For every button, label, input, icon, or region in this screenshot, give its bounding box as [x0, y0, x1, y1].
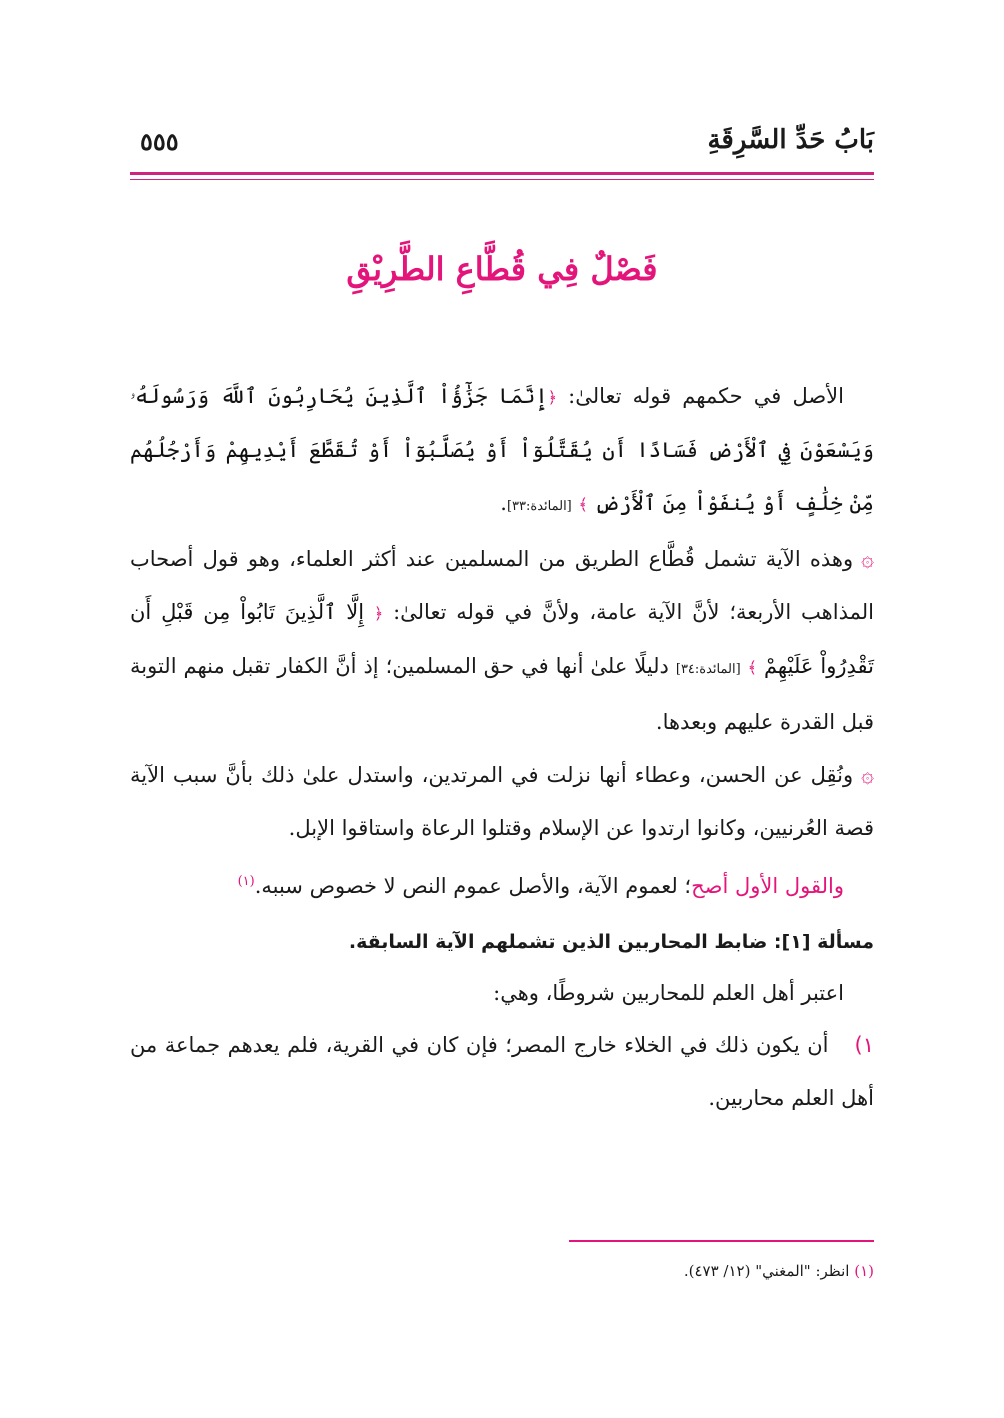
page-number: ٥٥٥ [140, 127, 179, 156]
paragraph-3 [130, 749, 874, 855]
verse-reference: [المائدة:٣٣] [506, 499, 572, 514]
paragraph-lead: الأصل في حكمهم قوله تعالىٰ: [557, 384, 844, 408]
verse-open-ornament: ﴿ [373, 604, 384, 623]
paragraph-2 [130, 533, 874, 749]
footnote [684, 1262, 874, 1280]
verse-close-ornament: ﴾ [747, 658, 757, 677]
quran-verse: إِنَّمَا جَزَٰٓؤُاْ ٱلَّذِينَ يُحَارِبُونَ ٱللَّهَ وَرَسُولَهُۥ وَيَسْعَوْنَ فِي ٱلْأَرْضِ فَسَادًا أَن يُقَتَّلُوٓاْ أَوْ يُصَلَّبُوٓاْ أَوْ تُقَطَّعَ أَيْدِيهِمْ وَأَرْجُلُهُم مِّنْ خِلَٰفٍ أَوْ يُنفَوْاْ مِنَ ٱلْأَرْضِ [130, 384, 874, 515]
list-number: ١) [854, 1033, 874, 1057]
body-text [130, 370, 874, 1125]
flower-bullet-icon: ۞ [861, 763, 874, 788]
intro-line: اعتبر أهل العلم للمحاربين شروطًا، وهي: [493, 981, 844, 1005]
header-rule-thick [130, 172, 874, 175]
list-item [130, 1019, 874, 1125]
header-rule-thin [130, 179, 874, 180]
flower-bullet-icon: ۞ [861, 547, 874, 572]
paragraph-text: دليلًا علىٰ أنها في حق المسلمين؛ إذ أنَّ الكفار تقبل منهم التوبة قبل القدرة عليهم وبعدها. [130, 654, 874, 734]
verse-reference: [المائدة:٣٤] [675, 662, 741, 677]
footnote-number: (١) [854, 1262, 874, 1280]
chapter-title: بَابُ حَدِّ السَّرِقَةِ [707, 125, 874, 155]
footnote-rule [569, 1240, 874, 1242]
footnote-marker[interactable]: (١) [237, 874, 255, 889]
paragraph-text: ونُقِل عن الحسن، وعطاء أنها نزلت في المرتدين، واستدل علىٰ ذلك بأنَّ سبب الآية قصة العُرنيين، وكانوا ارتدوا عن الإسلام وقتلوا الرعاة واستاقوا الإبل. [130, 763, 874, 840]
page-header [130, 125, 874, 165]
verse-close-ornament: ﴾ [578, 495, 588, 514]
issue-heading: مسألة [١]: ضابط المحاربين الذين تشملهم الآية السابقة. [348, 931, 874, 953]
footnote-text: انظر: "المغني" (١٢/ ٤٧٣). [683, 1262, 855, 1280]
verse-open-ornament: ﴿ [547, 388, 558, 407]
section-title: فَصْلٌ فِي قُطَّاعِ الطَّرِيْقِ [346, 250, 658, 288]
paragraph-text: وهذه الآية تشمل قُطَّاع الطريق من المسلمين عند أكثر العلماء، وهو قول أصحاب المذاهب الأربعة؛ لأنَّ الآية عامة، ولأنَّ في قوله تعالىٰ: [130, 547, 874, 624]
paragraph-text: ؛ لعموم الآية، والأصل عموم النص لا خصوص سببه. [254, 874, 692, 898]
paragraph-4 [130, 855, 874, 913]
highlight-text: والقول الأول أصح [691, 874, 844, 898]
quran-verse: إِلَّا ٱلَّذِينَ تَابُواْ مِن قَبْلِ أَن تَقْدِرُواْ عَلَيْهِمْ [130, 600, 874, 678]
list-text: أن يكون ذلك في الخلاء خارج المصر؛ فإن كان في القرية، فلم يعدهم جماعة من أهل العلم محاربين. [130, 1033, 874, 1110]
paragraph-1 [130, 370, 874, 533]
paragraph-end: . [500, 491, 507, 515]
